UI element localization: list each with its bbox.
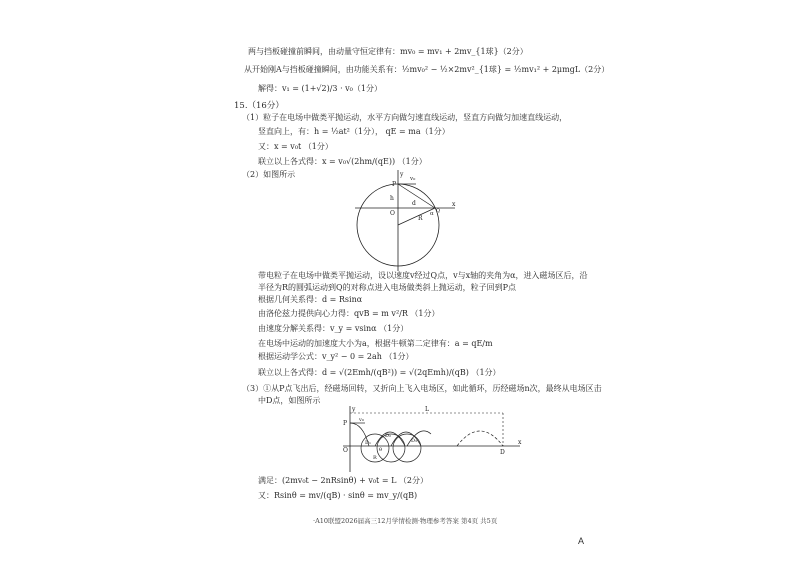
text-line: 根据几何关系得：d = Rsinα	[258, 295, 363, 304]
fig2-label-d1: D₁	[365, 440, 372, 446]
text-line: 两与挡板碰撞前瞬间，由动量守恒定律有：mv₀ = mv₁ + 2mv_{1球}（2分）	[248, 47, 528, 56]
text-line: 根据运动学公式：v_y² − 0 = 2ah （1分）	[258, 352, 414, 361]
fig2-label-p: P	[343, 420, 348, 427]
fig2-label-d3: D₃	[411, 438, 418, 444]
text-line: 又：x = v₀t （1分）	[258, 142, 333, 151]
parabola-last	[457, 431, 503, 446]
text-line: 解得：v₁ = (1+√2)/3 · v₀（1分）	[258, 84, 382, 93]
text-line: 满足：(2mv₀t − 2nRsinθ) + v₀t = L （2分）	[258, 476, 429, 485]
fig2-label-theta: θ	[379, 447, 383, 453]
fig2-label-v0: v₀	[359, 417, 364, 423]
fig2-label-o: O	[343, 447, 348, 454]
text-line: 半径为R的圆弧运动到Q的对称点进入电场做类斜上抛运动，粒子回到P点	[258, 283, 516, 292]
fig1-label-o: O	[390, 210, 395, 217]
text-line: （1）粒子在电场中做类平抛运动，水平方向做匀速直线运动，竖直方向做匀加速直线运动，	[242, 113, 568, 122]
fig1-label-y: y	[400, 171, 404, 178]
text-line: 中D点，如图所示	[258, 396, 321, 405]
fig1-label-x: x	[452, 201, 456, 208]
page-footer: ·A10联盟2026届高三12月学情检测·物理参考答案 第4页 共5页	[313, 517, 498, 525]
text-line: 联立以上各式得：d = √(2Emh/(qB²)) = √(2qEmh)/(qB) （1分）	[258, 368, 501, 377]
text-line: （2）如图所示	[242, 170, 296, 179]
fig2-label-y: y	[352, 406, 356, 413]
fig2-label-d: D	[500, 449, 505, 456]
fig2-label-r: R	[373, 455, 377, 461]
fig1-label-q: Q	[436, 208, 441, 214]
fig1-label-v0: v₀	[410, 176, 416, 182]
text-line: 联立以上各式得：x = v₀√(2hm/(qE)) （1分）	[258, 157, 427, 166]
text-line: 竖直向上，有：h = ½at²（1分）， qE = ma（1分）	[258, 127, 450, 136]
text-line: 又：Rsinθ = mv/(qB) · sinθ = mv_y/(qB)	[258, 491, 418, 500]
fig1-label-p: P	[392, 181, 397, 188]
fig2-label-d2: D₂	[385, 433, 392, 439]
fig2-label-l: L	[425, 406, 429, 413]
fig1-label-d: d	[412, 200, 416, 207]
fig1-label-r: R	[418, 215, 423, 222]
circle-trajectory-figure	[350, 168, 460, 273]
parabola-path	[398, 184, 435, 208]
fig1-label-h: h	[390, 195, 394, 202]
text-line: 从开始刚A与挡板碰撞瞬间，由功能关系有：½mv₀² − ½×2mv²_{1球} = ½mv₁² + 2μmgL（2分）	[244, 65, 610, 74]
text-line: 由速度分解关系得：v_y = vsinα （1分）	[258, 324, 409, 333]
question-number: 15.（16分）	[234, 101, 284, 111]
text-line: 由洛伦兹力提供向心力得：qvB = m v²/R （1分）	[258, 309, 440, 318]
text-line: 在电场中运动的加速度大小为a，根据牛顿第二定律有：a = qE/m	[258, 339, 493, 348]
fig2-label-x: x	[518, 439, 522, 446]
text-line: 带电粒子在电场中做类平抛运动，设以速度v经过Q点，v与x轴的夹角为α，进入磁场区后，沿	[258, 271, 588, 280]
text-line: （3）①从P点飞出后，经磁场回转，又折向上飞入电场区，如此循环，历经磁场n次，最终从电场区击	[242, 384, 602, 393]
fig1-label-alpha: α	[430, 211, 434, 217]
corner-mark: A	[578, 536, 585, 546]
multi-loop-trajectory-figure	[335, 404, 525, 474]
